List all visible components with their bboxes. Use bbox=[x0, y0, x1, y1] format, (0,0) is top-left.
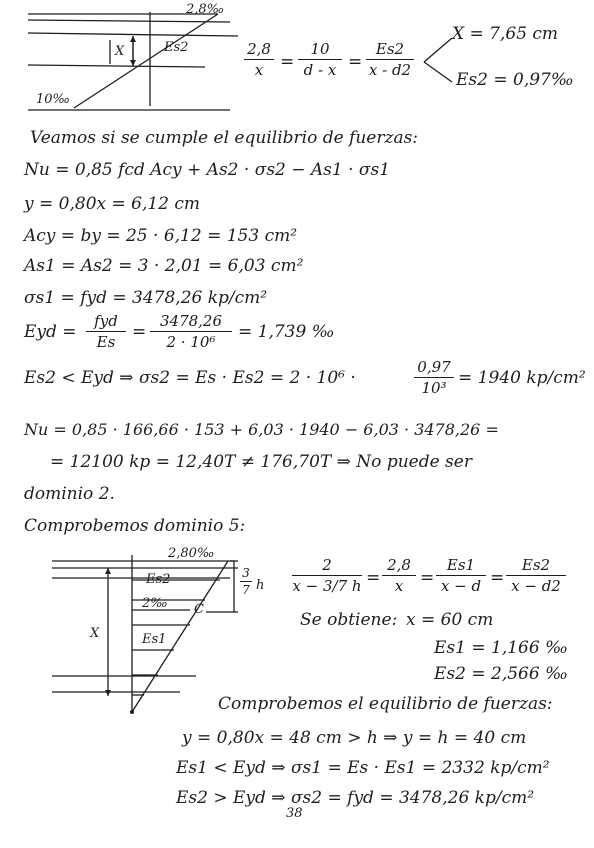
eq1-fraction-3: Es2 x - d2 bbox=[366, 40, 414, 79]
fig2-top-strain: 2,80‰ bbox=[168, 546, 215, 561]
text-line-12: Comprobemos dominio 5: bbox=[24, 516, 246, 536]
text-line-7-end: = 1,739 ‰ bbox=[238, 322, 335, 342]
text-line-m2: y = 0,80x = 48 cm > h ⇒ y = h = 40 cm bbox=[182, 728, 527, 748]
text-line-6: σs1 = fyd = 3478,26 kp/cm² bbox=[24, 288, 268, 308]
es2-fraction: 0,97 10³ bbox=[414, 358, 454, 397]
text-line-m4: Es2 > Eyd ⇒ σs2 = fyd = 3478,26 kp/cm² bbox=[176, 788, 535, 808]
eyd-fraction-2: 3478,26 2 · 10⁶ bbox=[150, 312, 232, 351]
fig2-es1-label: Es1 bbox=[142, 632, 167, 647]
eq1-fraction-2: 10 d - x bbox=[298, 40, 342, 79]
eq2-es2-result: Es2 = 2,566 ‰ bbox=[434, 664, 568, 684]
text-line-2: Nu = 0,85 fcd Acy + As2 · σs2 − As1 · σs1 bbox=[24, 160, 391, 180]
fig1-x-label: X bbox=[115, 44, 125, 59]
eq1-fraction-1: 2,8 x bbox=[244, 40, 274, 79]
eq2-equals-3: = bbox=[490, 568, 505, 588]
fig2-c-label: C bbox=[194, 602, 204, 617]
eq2-fraction-4: Es2 x − d2 bbox=[506, 556, 566, 595]
eyd-equals: = bbox=[132, 322, 147, 342]
fig1-bottom-strain: 10‰ bbox=[36, 92, 70, 107]
text-line-5: As1 = As2 = 3 · 2,01 = 6,03 cm² bbox=[24, 256, 304, 276]
text-line-11: dominio 2. bbox=[24, 484, 115, 504]
text-line-3: y = 0,80x = 6,12 cm bbox=[24, 194, 201, 214]
eq2-equals-1: = bbox=[366, 568, 381, 588]
fig1-top-strain: 2,8‰ bbox=[186, 2, 225, 17]
eq2-es1-result: Es1 = 1,166 ‰ bbox=[434, 638, 568, 658]
eq2-fraction-2: 2,8 x bbox=[382, 556, 416, 595]
text-line-9: Nu = 0,85 · 166,66 · 153 + 6,03 · 1940 − 6,03 · 3478,26 = bbox=[24, 420, 499, 439]
page-number: 38 bbox=[286, 806, 303, 821]
text-line-1: Veamos si se cumple el equilibrio de fuerzas: bbox=[30, 128, 419, 148]
text-line-4: Acy = by = 25 · 6,12 = 153 cm² bbox=[24, 226, 298, 246]
text-line-7-start: Eyd = bbox=[24, 322, 77, 342]
eyd-fraction-1: fyd Es bbox=[86, 312, 126, 351]
eq2-x-result: x = 60 cm bbox=[406, 610, 494, 630]
eq2-equals-2: = bbox=[420, 568, 435, 588]
eq2-obtains: Se obtiene: bbox=[300, 610, 398, 630]
text-line-m3: Es1 < Eyd ⇒ σs1 = Es · Es1 = 2332 kp/cm² bbox=[176, 758, 550, 778]
fig2-two-permil: 2‰ bbox=[142, 596, 168, 611]
eq1-result-x: X = 7,65 cm bbox=[452, 24, 559, 44]
fig1-es2-label: Es2 bbox=[164, 40, 189, 55]
eq2-fraction-1: 2 x − 3/7 h bbox=[292, 556, 362, 595]
fig2-x-label: X bbox=[90, 626, 100, 641]
eq1-equals-1: = bbox=[280, 52, 295, 72]
eq1-equals-2: = bbox=[348, 52, 363, 72]
eq2-fraction-3: Es1 x − d bbox=[436, 556, 486, 595]
fig2-h-label: h bbox=[256, 578, 265, 593]
eq1-result-es2: Es2 = 0,97‰ bbox=[456, 70, 574, 90]
fig2-h-fraction: 3 7 bbox=[240, 566, 252, 597]
text-line-m1: Comprobemos el equilibrio de fuerzas: bbox=[218, 694, 553, 714]
text-line-8-start: Es2 < Eyd ⇒ σs2 = Es · Es2 = 2 · 10⁶ · bbox=[24, 368, 356, 388]
fig2-es2-label: Es2 bbox=[146, 572, 171, 587]
text-line-10: = 12100 kp = 12,40T ≠ 176,70T ⇒ No puede ser bbox=[50, 452, 472, 472]
text-line-8-end: = 1940 kp/cm² bbox=[458, 368, 586, 388]
